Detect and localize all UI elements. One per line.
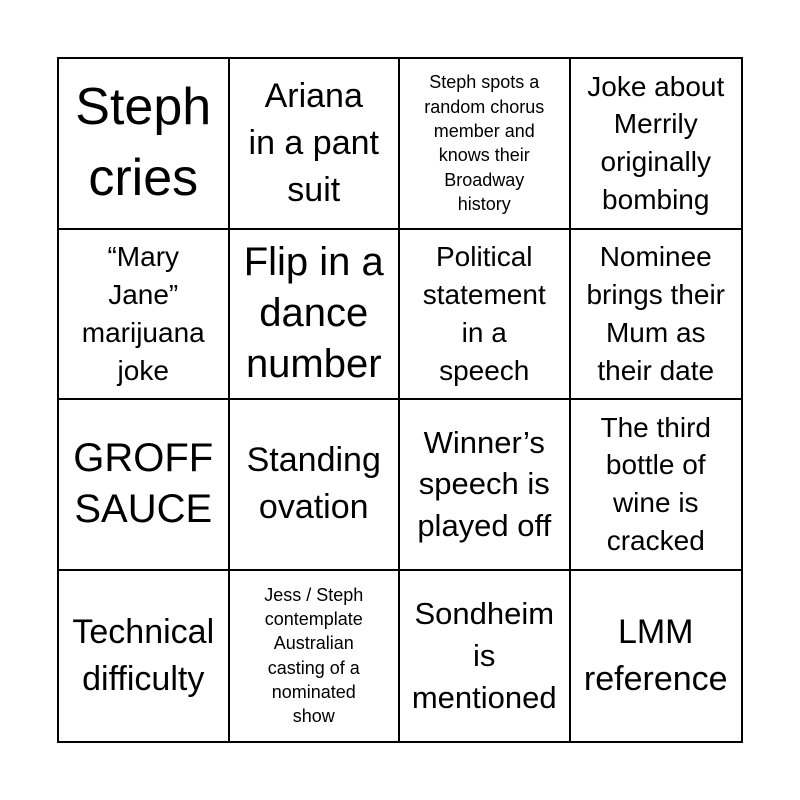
- bingo-cell[interactable]: [400, 400, 571, 571]
- bingo-cell[interactable]: [230, 59, 401, 230]
- bingo-cell[interactable]: [400, 571, 571, 742]
- bingo-cell-text: Nominee brings their Mum as their date: [586, 241, 725, 386]
- bingo-cell-text: Sondheim is mentioned: [411, 596, 557, 715]
- bingo-cell[interactable]: [571, 400, 742, 571]
- bingo-cell-text: Standing ovation: [246, 441, 381, 527]
- bingo-cell[interactable]: [571, 230, 742, 401]
- bingo-cell[interactable]: [59, 59, 230, 230]
- bingo-cell-text: “Mary Jane” marijuana joke: [81, 241, 205, 386]
- bingo-cell-text: LMM reference: [583, 612, 728, 698]
- bingo-cell[interactable]: [571, 59, 742, 230]
- bingo-cell-text: GROFF SAUCE: [73, 436, 214, 532]
- bingo-cell[interactable]: [230, 400, 401, 571]
- bingo-cell-text: The third bottle of wine is cracked: [600, 411, 711, 557]
- bingo-cell-text: Flip in a dance number: [243, 239, 384, 387]
- bingo-cell[interactable]: [59, 400, 230, 571]
- bingo-cell-text: Steph spots a random chorus member and knows their Broadway history: [424, 72, 545, 214]
- bingo-cell-text: Winner’s speech is played off: [417, 424, 552, 544]
- bingo-cell-text: Joke about Merrily originally bombing: [587, 70, 725, 216]
- bingo-cell[interactable]: [400, 230, 571, 401]
- bingo-board: [57, 57, 743, 743]
- bingo-cell-text: Jess / Steph contemplate Australian casting of a nominated show: [264, 584, 364, 727]
- bingo-cell[interactable]: [230, 571, 401, 742]
- bingo-cell[interactable]: [230, 230, 401, 401]
- bingo-cell-text: Political statement in a speech: [422, 241, 546, 386]
- bingo-cell-text: Technical difficulty: [72, 612, 215, 698]
- bingo-cell-text: Ariana in a pant suit: [248, 76, 379, 209]
- bingo-cell[interactable]: [400, 59, 571, 230]
- bingo-cell[interactable]: [571, 571, 742, 742]
- bingo-cell-text: Steph cries: [75, 77, 212, 208]
- bingo-cell[interactable]: [59, 230, 230, 401]
- bingo-cell[interactable]: [59, 571, 230, 742]
